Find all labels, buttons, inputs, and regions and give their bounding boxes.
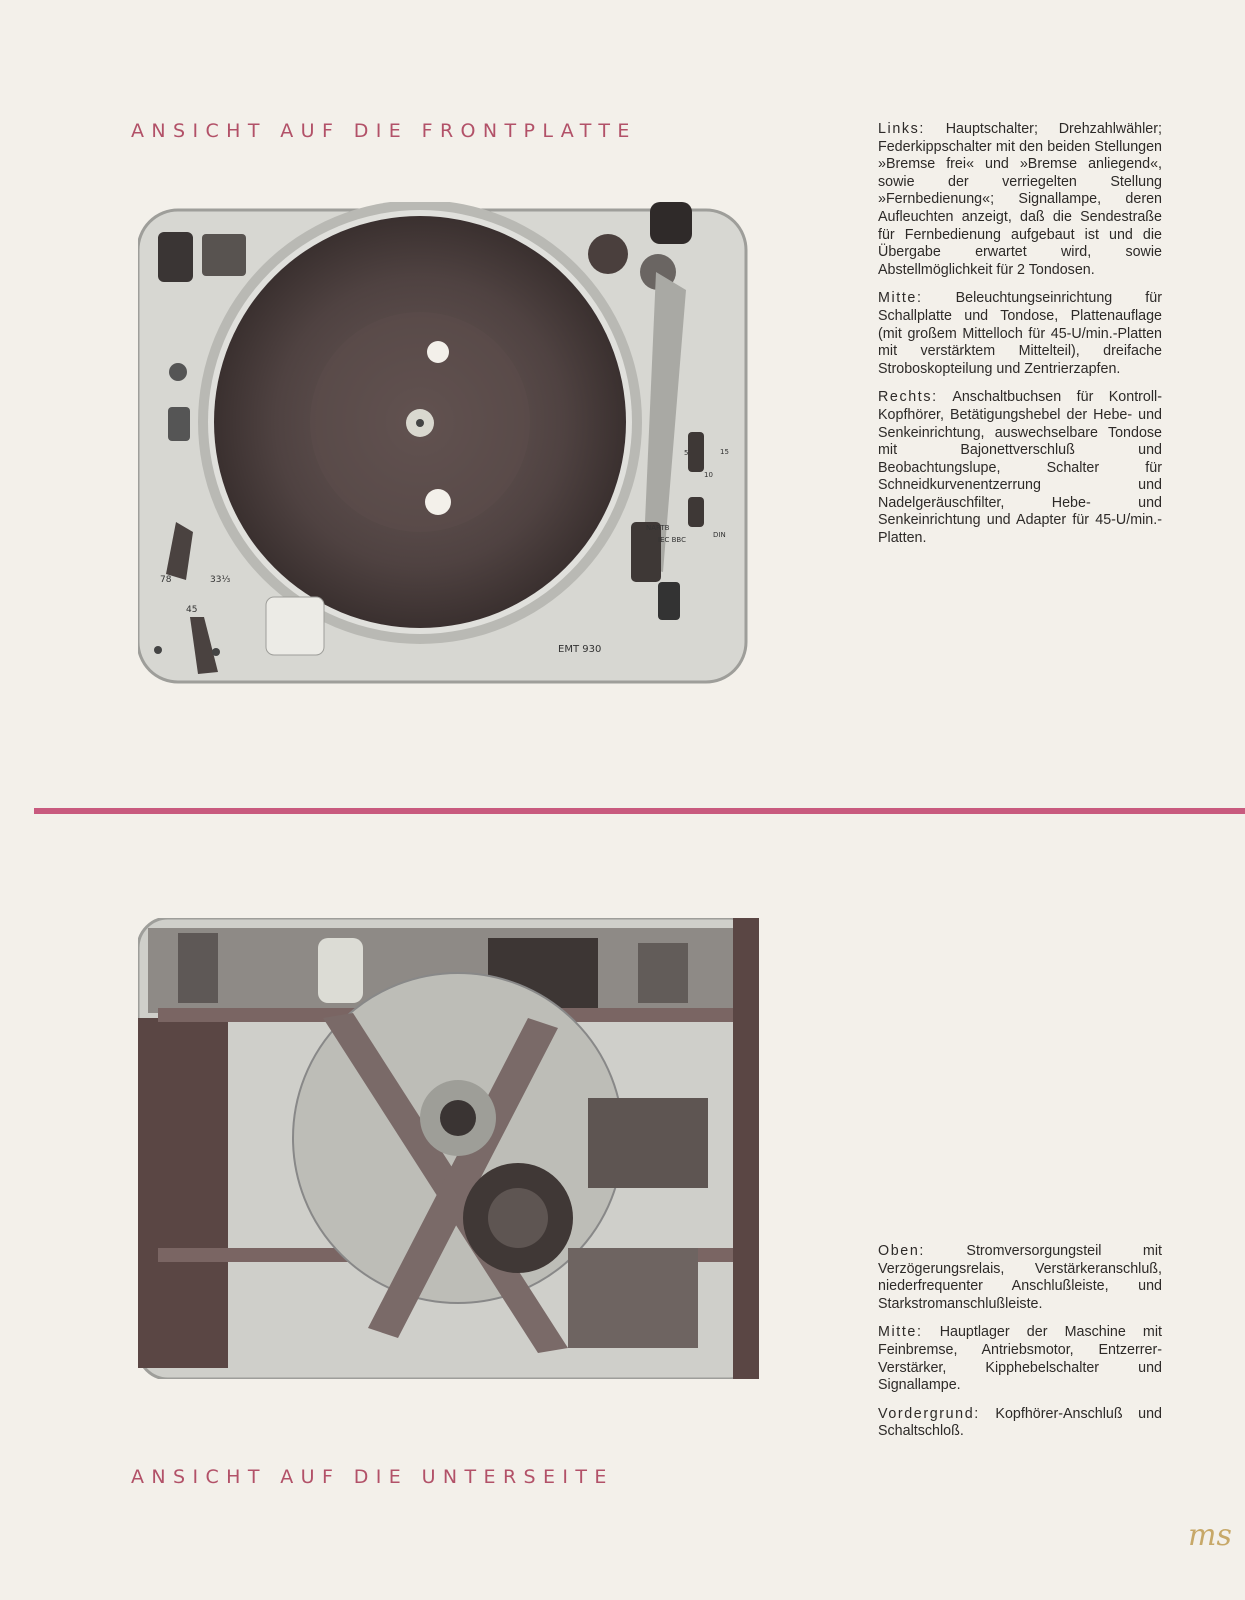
turntable-front-photo xyxy=(138,202,759,686)
section-heading-unterseite: ANSICHT AUF DIE UNTERSEITE xyxy=(131,1466,614,1488)
text-mitte-unten: Hauptlager der Maschine mit Feinbremse, Antriebsmotor, Entzerrer-Verstärker, Kipphebelschalter und Signallampe. xyxy=(878,1324,1162,1394)
paragraph-vordergrund xyxy=(878,1406,1162,1441)
lead-rechts: Rechts: xyxy=(878,389,938,406)
section-divider xyxy=(34,808,1245,814)
lead-vordergrund: Vordergrund: xyxy=(878,1405,980,1422)
speed-label-78: 78 xyxy=(160,575,172,585)
scale-label-10: 10 xyxy=(704,471,713,479)
text-oben: Stromversorgungsteil mit Verzögerungsrelais, Verstärkeranschluß, niederfrequenter Anschlußleiste, und Starkstromanschlußleiste. xyxy=(878,1243,1162,1312)
eq-label-din: DIN xyxy=(713,531,726,539)
speed-label-45: 45 xyxy=(186,605,198,615)
lead-links: Links: xyxy=(878,121,925,137)
lead-oben: Oben: xyxy=(878,1243,925,1259)
text-vordergrund: Kopfhörer-Anschluß und Schaltschloß. xyxy=(878,1405,1162,1440)
turntable-underside-photo xyxy=(138,918,759,1379)
paragraph-mitte xyxy=(878,290,1162,378)
speed-label-33: 33⅓ xyxy=(210,575,231,585)
model-label: EMT 930 xyxy=(558,644,602,655)
paragraph-rechts xyxy=(878,389,1162,547)
eq-label-iec-bbc: IEC BBC xyxy=(658,536,686,544)
text-links: Hauptschalter; Drehzahlwähler; Federkippschalter mit den beiden Stellungen »Bremse frei« und »Bremse anliegend«, sowie der verriegelten Stellung »Fernbedienung«; Signallampe, deren Aufleuchten anzeigt, daß die Sendestraße für Fernbedienung aufgebaut ist und die Übergabe erwartet wird, sowie Abstellmöglichkeit für 2 Tondosen. xyxy=(878,121,1162,278)
lead-mitte: Mitte: xyxy=(878,290,923,307)
underside-description xyxy=(878,1243,1162,1452)
section-heading-frontplatte: ANSICHT AUF DIE FRONTPLATTE xyxy=(131,120,637,142)
scale-label-5: 5 xyxy=(684,449,689,457)
front-description xyxy=(878,121,1162,559)
paragraph-oben xyxy=(878,1243,1162,1313)
publisher-monogram: ms xyxy=(1188,1518,1232,1553)
scale-label-15: 15 xyxy=(720,448,729,456)
eq-label-nartb: NARTB xyxy=(646,524,670,532)
text-mitte: Beleuchtungseinrichtung für Schallplatte und Tondose, Plattenauflage (mit großem Mittelloch für 45-U/min.-Platten mit verstärktem Mittelteil), dreifache Stroboskopteilung und Zentrierzapfen. xyxy=(878,290,1162,377)
text-rechts: Anschaltbuchsen für Kontroll-Kopfhörer, Betätigungshebel der Hebe- und Senkeinrichtung, auswechselbare Tondose mit Bajonettverschluß und Beobachtungslupe, Schalter für Schneidkurvenentzerrung und Nadelgeräuschfilter, Hebe- und Senkeinrichtung und Adapter für 45-U/min.-Platten. xyxy=(878,389,1162,547)
paragraph-mitte-unten xyxy=(878,1324,1162,1394)
lead-mitte-unten: Mitte: xyxy=(878,1324,923,1341)
paragraph-links xyxy=(878,121,1162,279)
